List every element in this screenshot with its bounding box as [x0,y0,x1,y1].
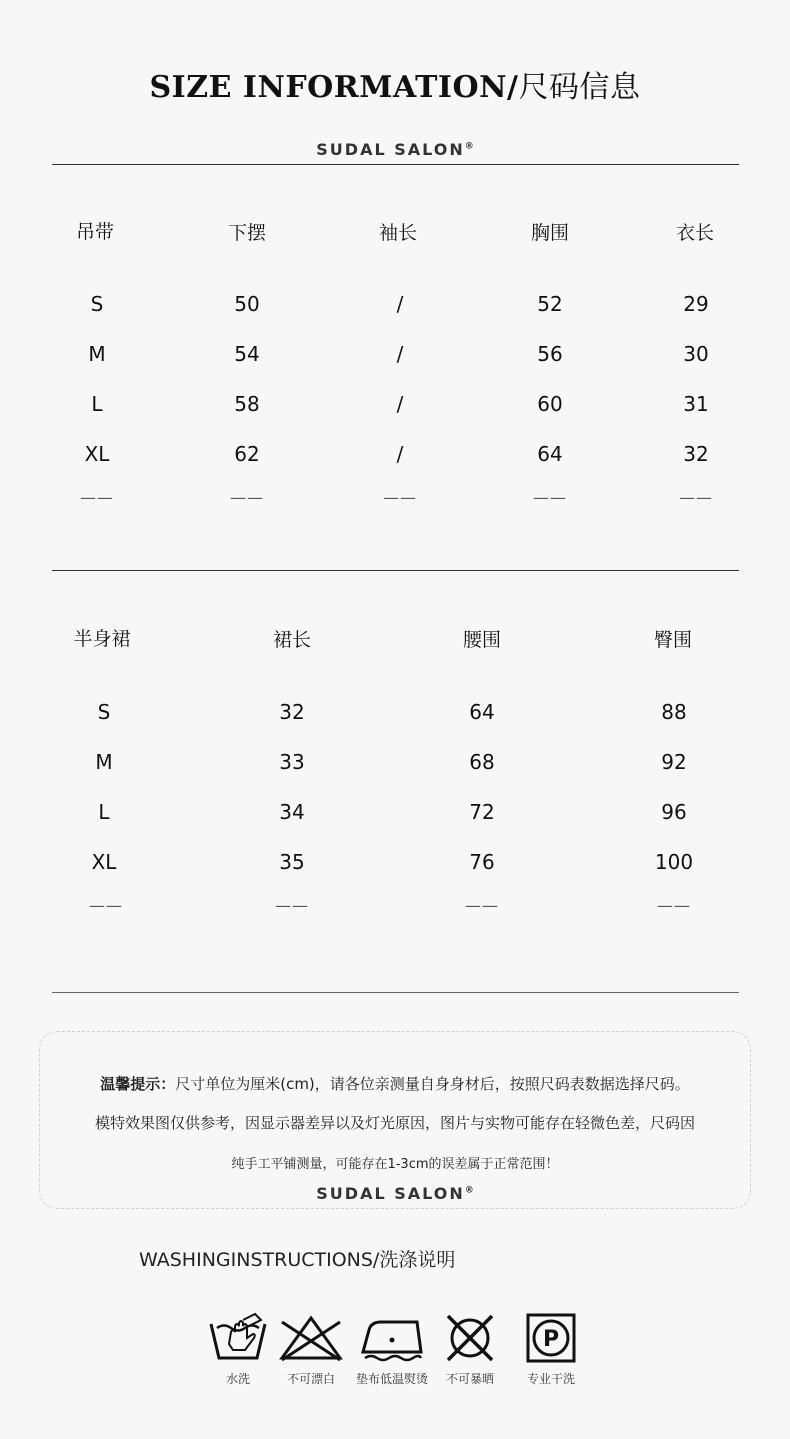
notice-line-2: 模特效果图仅供参考，因显示器差异以及灯光原因，图片与实物可能存在轻微色差，尺码因 [94,1114,695,1132]
table-cell-empty: —— [80,488,114,507]
column-header: 半身裙 [73,628,131,650]
table-cell: 32 [683,442,709,466]
table-cell: 29 [683,292,709,316]
table-cell: 64 [537,442,563,466]
wash-label: 垫布低温熨烫 [355,1372,428,1386]
wash-item [271,1312,351,1387]
table-cell: XL [91,850,117,874]
column-header: 吊带 [75,221,115,243]
table-cell: 72 [469,800,495,824]
table-cell: 35 [279,850,305,874]
table-cell: 30 [683,342,709,366]
hand-wash-icon [207,1312,269,1364]
table-cell: 88 [661,700,687,724]
table-cell-empty: —— [465,896,499,915]
table-cell: 60 [537,392,563,416]
table-cell: / [396,442,404,466]
wash-item [511,1312,591,1387]
no-tumble-dry-icon [442,1312,498,1364]
column-header: 裙长 [272,629,312,651]
table-cell: XL [84,442,110,466]
table-cell: 92 [661,750,687,774]
table-cell: 96 [661,800,687,824]
divider [52,570,739,571]
column-header: 臀围 [653,629,693,651]
table-cell: 56 [537,342,563,366]
wash-item [352,1312,432,1387]
table-cell-empty: —— [383,488,417,507]
table-cell: / [396,392,404,416]
table-cell: / [396,292,404,316]
table-cell: 33 [279,750,305,774]
wash-label: 不可暴晒 [445,1372,494,1386]
table-cell-empty: —— [533,488,567,507]
column-header: 衣长 [675,222,715,244]
svg-text:P: P [542,1327,560,1352]
column-header: 胸围 [530,222,570,244]
table-cell: 52 [537,292,563,316]
wash-label: 水洗 [225,1372,250,1386]
column-header: 下摆 [227,222,267,244]
table-cell: 100 [654,850,694,874]
table-cell: 76 [469,850,495,874]
wash-label: 专业干洗 [526,1372,575,1386]
table-cell: 64 [469,700,495,724]
notice-line-3: 纯手工平铺测量，可能存在1-3cm的误差属于正常范围！ [231,1157,559,1172]
table-cell: / [396,342,404,366]
table-cell: S [90,292,104,316]
brand-logo: SUDAL SALON® [316,1184,474,1203]
page-title: SIZE INFORMATION/尺码信息 [149,70,641,105]
divider [52,992,739,993]
table-cell-empty: —— [230,488,264,507]
table-cell: M [88,342,106,366]
table-cell: M [95,750,113,774]
no-bleach-icon [278,1312,344,1364]
table-cell-empty: —— [679,488,713,507]
table-cell: 34 [279,800,305,824]
washing-title: WASHINGINSTRUCTIONS/洗涤说明 [139,1249,456,1271]
column-header: 袖长 [378,222,418,244]
notice-line-1: 温馨提示：尺寸单位为厘米(cm)，请各位亲测量自身身材后，按照尺码表数据选择尺码。 [100,1075,690,1093]
column-header: 腰围 [462,629,502,651]
table-cell: 62 [234,442,260,466]
table-cell-empty: —— [657,896,691,915]
table-cell: 58 [234,392,260,416]
wash-item [430,1312,510,1387]
table-cell: 50 [234,292,260,316]
divider [52,164,739,165]
table-cell: 32 [279,700,305,724]
table-cell-empty: —— [89,896,123,915]
table-cell: L [91,392,103,416]
brand-logo: SUDAL SALON® [316,140,474,159]
table-cell: 54 [234,342,260,366]
table-cell-empty: —— [275,896,309,915]
low-iron-icon [359,1312,425,1364]
table-cell: L [98,800,110,824]
table-cell: 31 [683,392,709,416]
professional-dry-clean-icon [525,1312,577,1364]
wash-label: 不可漂白 [286,1372,335,1386]
table-cell: 68 [469,750,495,774]
wash-item [198,1312,278,1387]
table-cell: S [97,700,111,724]
